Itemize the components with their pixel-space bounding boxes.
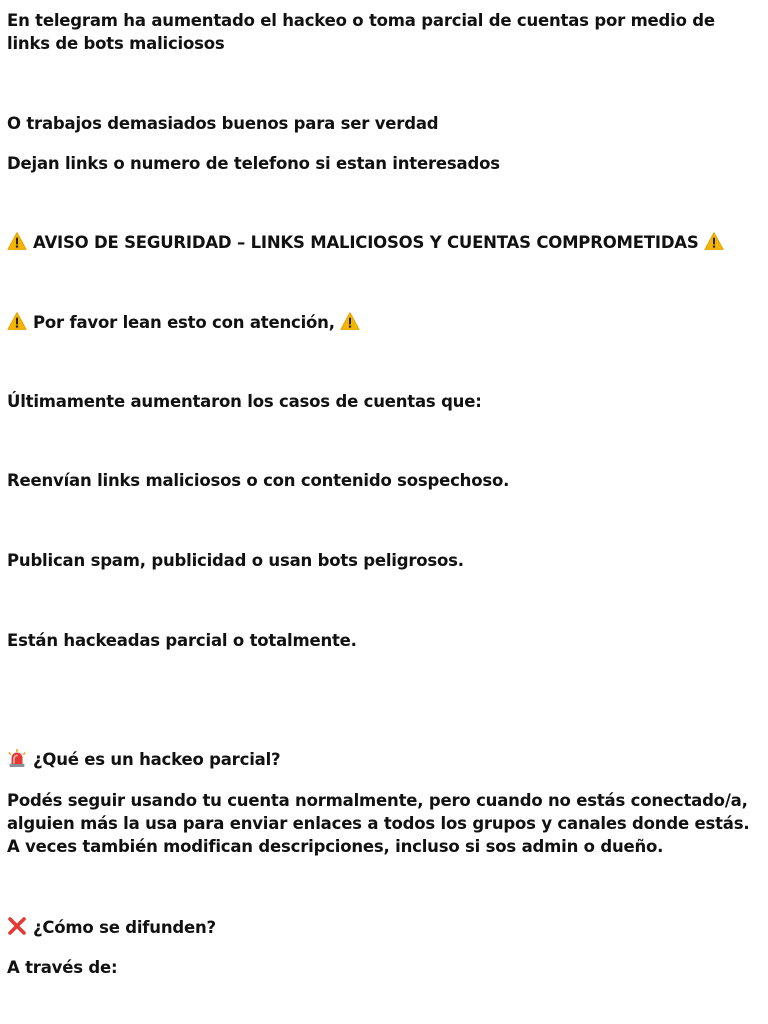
spread-heading [7, 916, 758, 939]
warning-icon [7, 311, 27, 331]
please-read-text: Por favor lean esto con atención, [33, 313, 335, 332]
security-notice-heading [7, 231, 758, 254]
case-item-spam: Publican spam, publicidad o usan bots peligrosos. [7, 551, 464, 570]
case-item-hacked: Están hackeadas parcial o totalmente. [7, 631, 357, 650]
links-phone-line: Dejan links o numero de telefono si estan interesados [7, 154, 500, 173]
warning-icon [7, 231, 27, 251]
too-good-jobs-line: O trabajos demasiados buenos para ser verdad [7, 114, 439, 133]
intro-paragraph: En telegram ha aumentado el hackeo o toma parcial de cuentas por medio de links de bots maliciosos [7, 11, 721, 53]
cross-mark-icon [7, 916, 27, 936]
partial-hack-question: ¿Qué es un hackeo parcial? [33, 750, 281, 769]
warning-icon [704, 231, 724, 251]
please-read-line [7, 311, 758, 334]
partial-hack-explanation: Podés seguir usando tu cuenta normalmente, pero cuando no estás conectado/a, alguien más la usa para enviar enlaces a todos los grupos y canales donde estás. A veces también modifican descripciones, incluso si sos admin o dueño. [7, 791, 755, 856]
lately-line: Últimamente aumentaron los casos de cuentas que: [7, 392, 482, 411]
case-item-malicious-links: Reenvían links maliciosos o con contenido sospechoso. [7, 471, 510, 490]
through-line: A través de: [7, 958, 118, 977]
siren-icon [7, 748, 27, 768]
spread-question: ¿Cómo se difunden? [33, 918, 216, 937]
partial-hack-heading [7, 748, 758, 771]
security-notice-text: AVISO DE SEGURIDAD – LINKS MALICIOSOS Y CUENTAS COMPROMETIDAS [33, 233, 699, 252]
warning-icon [340, 311, 360, 331]
